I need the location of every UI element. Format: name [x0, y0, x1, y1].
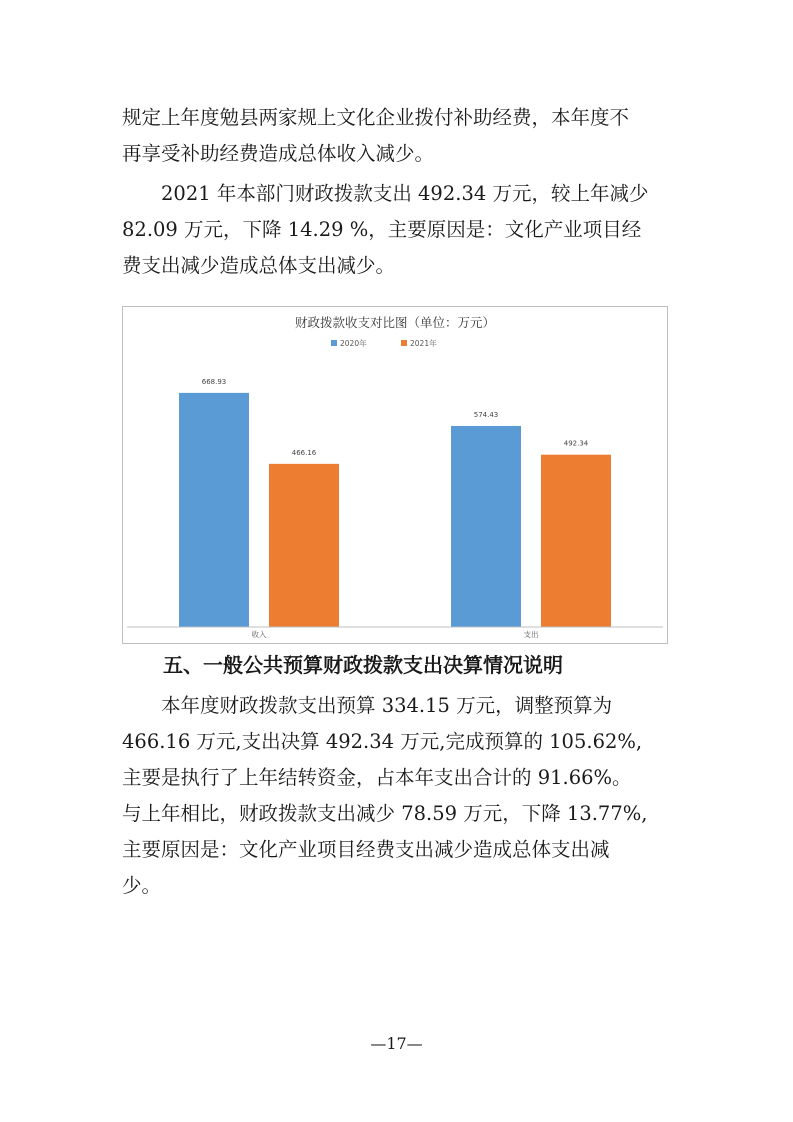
data-label: 574.43 [473, 410, 499, 419]
chart-bars [179, 378, 611, 627]
text-line: 本年度财政拨款支出预算 334.15 万元，调整预算为 [122, 694, 613, 717]
income-expenditure-bar-chart [123, 307, 667, 643]
bar-2021 [541, 455, 611, 627]
text-line: 费支出减少造成总体支出减少。 [122, 254, 396, 277]
text-line: 2021 年本部门财政拨款支出 492.34 万元，较上年减少 [122, 182, 649, 205]
paragraph-expenditure-summary [122, 176, 674, 284]
text-line: 与上年相比，财政拨款支出减少 78.59 万元，下降 13.77%, [122, 802, 648, 825]
text-line: 再享受补助经费造成总体收入减少。 [122, 142, 435, 165]
bar-2020 [179, 393, 249, 627]
chart-legend [331, 338, 437, 348]
legend-label: 2021年 [410, 339, 437, 348]
page-number: —17— [370, 1034, 423, 1053]
x-axis-labels [252, 629, 539, 639]
chart-title: 财政拨款收支对比图（单位：万元） [294, 315, 496, 330]
bar-2020 [451, 426, 521, 627]
data-label: 466.16 [291, 448, 317, 457]
text-line: 466.16 万元,支出决算 492.34 万元,完成预算的 105.62%, [122, 730, 643, 753]
data-label: 668.93 [201, 377, 227, 386]
text-line: 82.09 万元，下降 14.29 %，主要原因是：文化产业项目经 [122, 218, 642, 241]
x-tick-label: 收入 [251, 630, 267, 639]
data-label: 492.34 [563, 439, 589, 448]
text-line: 主要原因是：文化产业项目经费支出减少造成总体支出减 [122, 838, 610, 861]
paragraph-budget-execution [122, 688, 674, 904]
section-heading: 五、一般公共预算财政拨款支出决算情况说明 [163, 653, 563, 677]
text-line: 规定上年度勉县两家规上文化企业拨付补助经费，本年度不 [122, 106, 630, 129]
x-tick-label: 支出 [523, 630, 539, 639]
text-line: 少。 [122, 874, 162, 897]
legend-label: 2020年 [340, 339, 367, 348]
bar-2021 [269, 464, 339, 627]
legend-swatch [331, 340, 337, 346]
legend-swatch [401, 340, 407, 346]
paragraph-income-reason [122, 100, 674, 172]
bar-chart-container [122, 306, 668, 644]
text-line: 主要是执行了上年结转资金，占本年支出合计的 91.66%。 [122, 766, 632, 789]
